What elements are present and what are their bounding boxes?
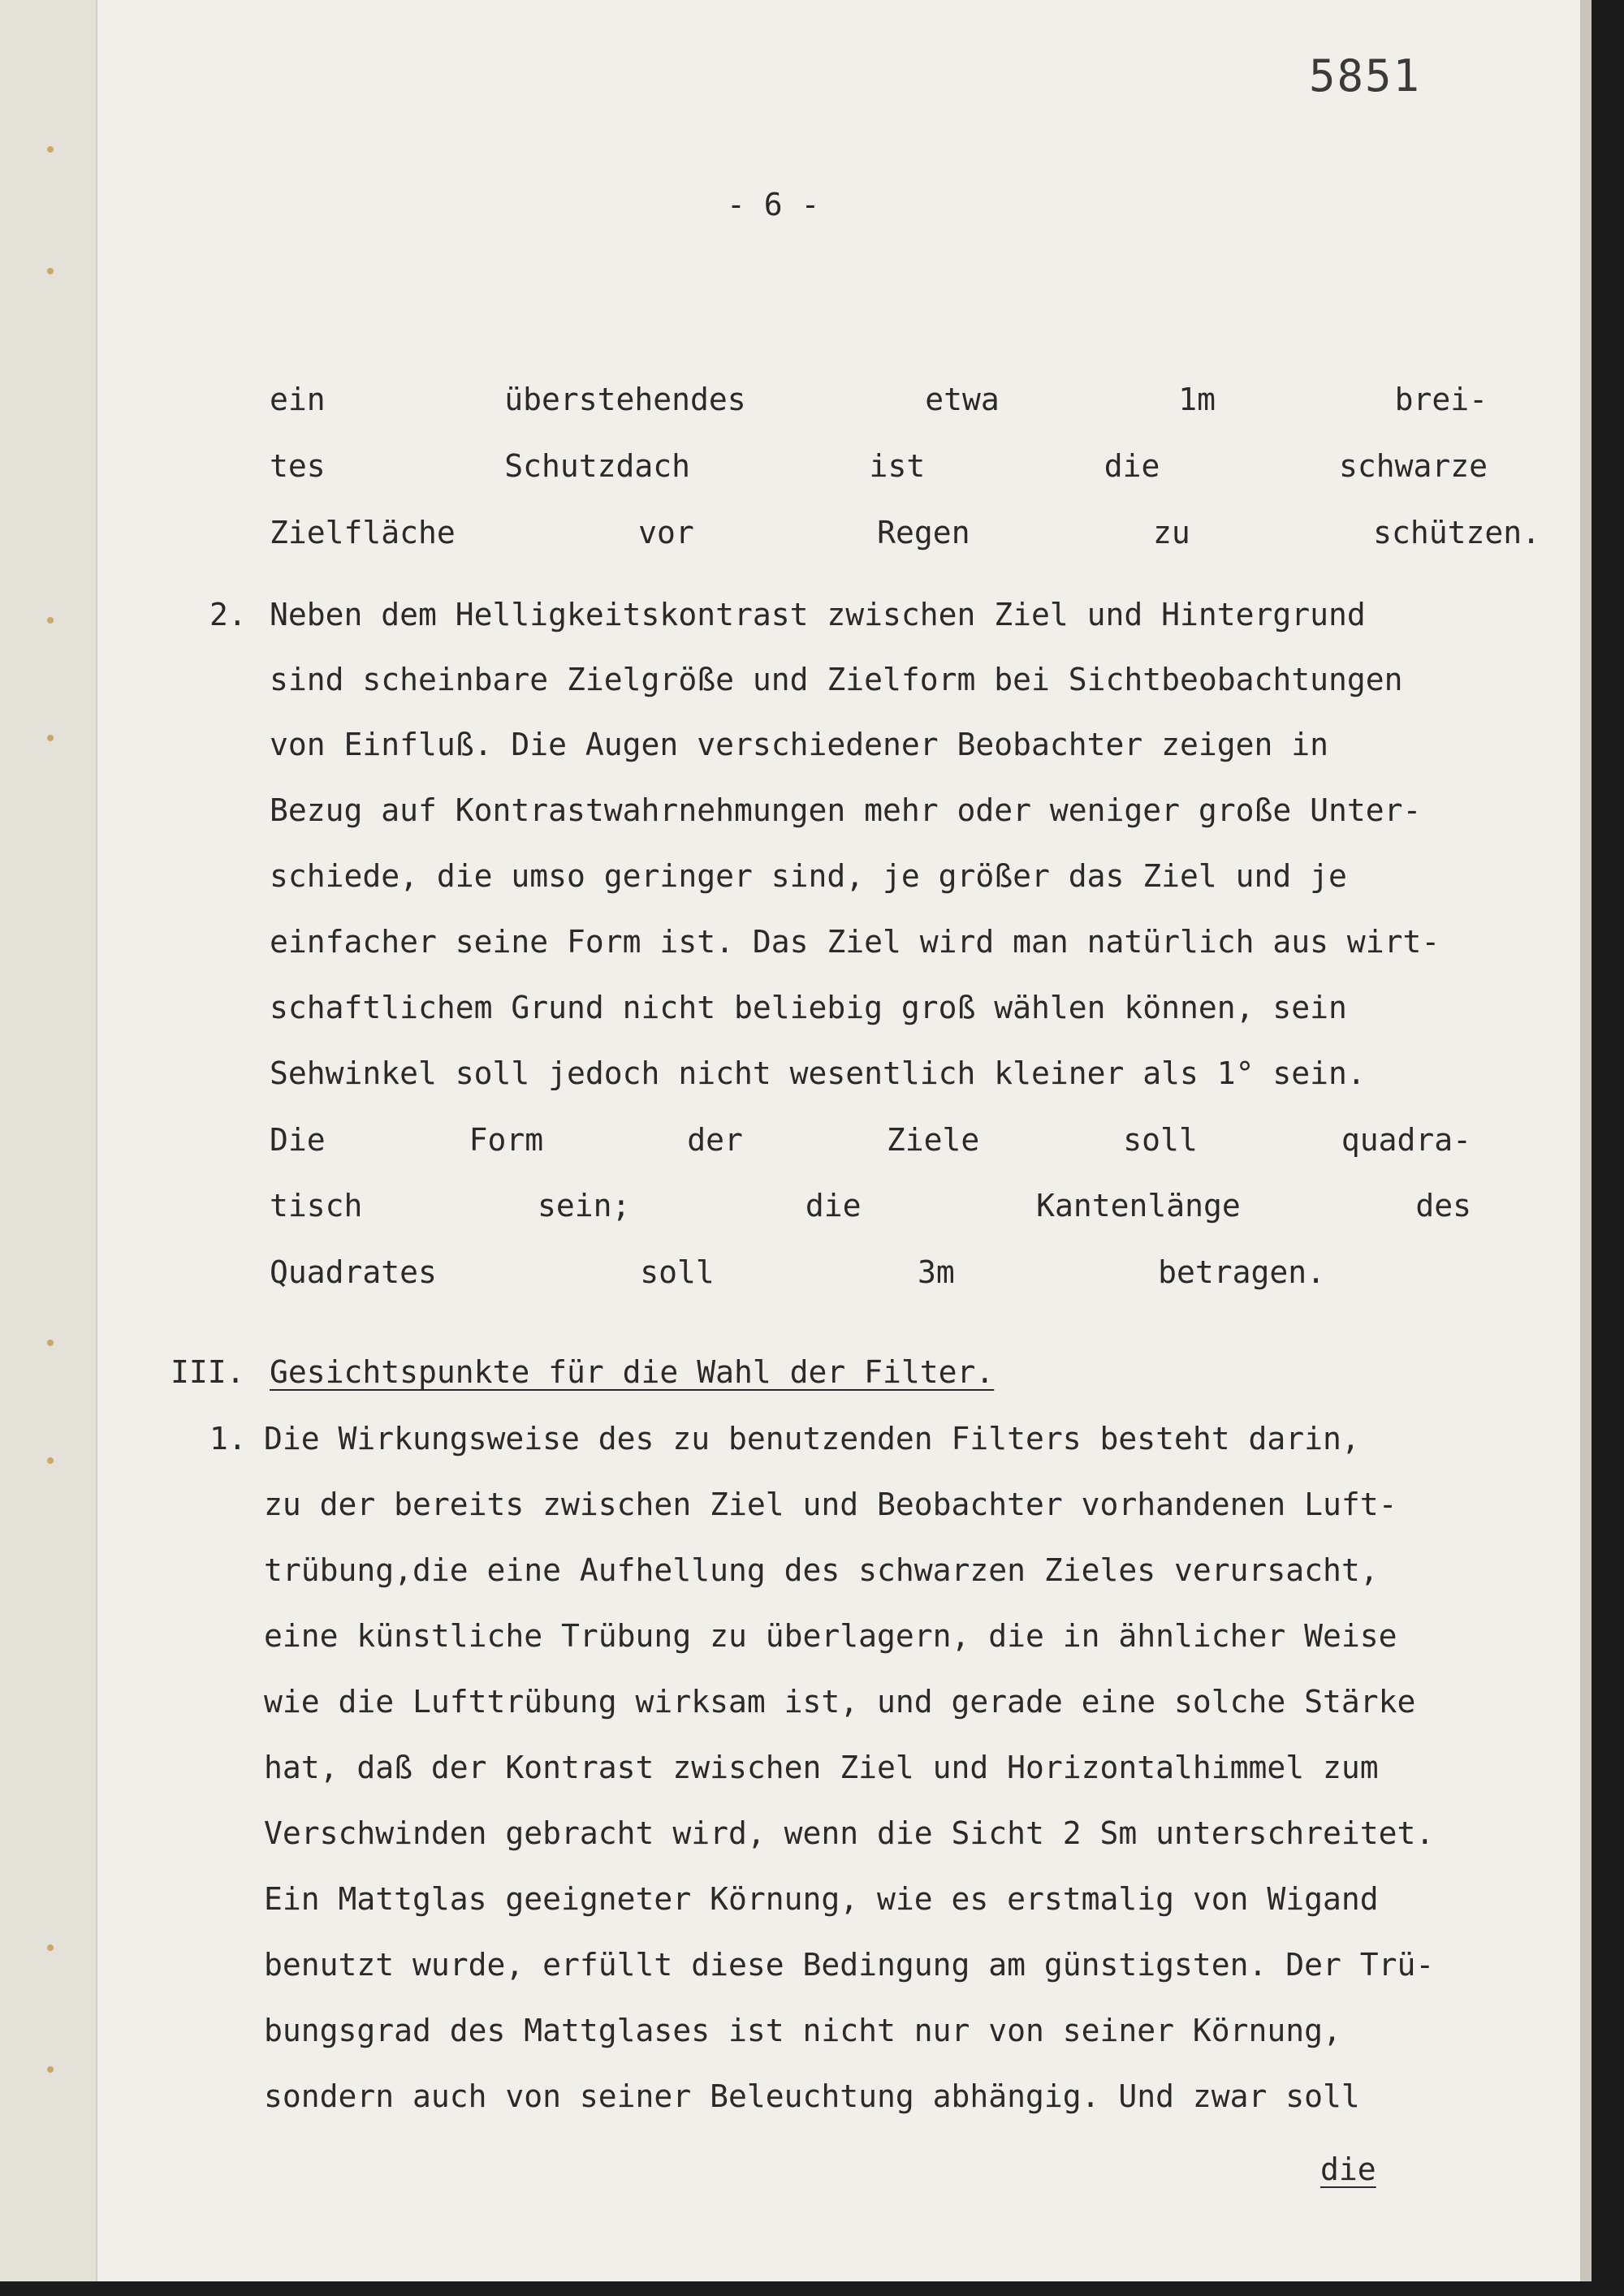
text-line: ein überstehendes etwa 1m brei- bbox=[270, 382, 1488, 417]
margin-mark bbox=[47, 1457, 54, 1464]
scan-border-bottom bbox=[0, 2281, 1624, 2296]
margin-mark bbox=[47, 146, 54, 153]
text-line: Neben dem Helligkeitskontrast zwischen Ziel und Hintergrund bbox=[270, 597, 1366, 632]
text-line: Die Form der Ziele soll quadra- bbox=[270, 1122, 1471, 1158]
scan-border bbox=[1592, 0, 1624, 2296]
margin-mark bbox=[47, 1944, 54, 1951]
text-line: Die Wirkungsweise des zu benutzenden Filters besteht darin, bbox=[264, 1421, 1360, 1457]
text-line: benutzt wurde, erfüllt diese Bedingung am günstigsten. Der Trü- bbox=[264, 1947, 1435, 1983]
text-line: Ein Mattglas geeigneter Körnung, wie es erstmalig von Wigand bbox=[264, 1881, 1379, 1917]
section-number: III. bbox=[171, 1354, 245, 1390]
margin-mark bbox=[47, 1340, 54, 1346]
margin-mark bbox=[47, 2066, 54, 2073]
page-number: - 6 - bbox=[727, 187, 820, 222]
list-number: 1. bbox=[209, 1421, 247, 1457]
text-line: von Einfluß. Die Augen verschiedener Beobachter zeigen in bbox=[270, 727, 1329, 762]
text-line: zu der bereits zwischen Ziel und Beobachter vorhandenen Luft- bbox=[264, 1487, 1397, 1522]
text-line: bungsgrad des Mattglases ist nicht nur von seiner Körnung, bbox=[264, 2013, 1341, 2048]
page-edge bbox=[1580, 0, 1592, 2296]
catchword: die bbox=[1320, 2151, 1376, 2187]
text-line: tes Schutzdach ist die schwarze bbox=[270, 448, 1488, 484]
text-line: sind scheinbare Zielgröße und Zielform bei Sichtbeobachtungen bbox=[270, 662, 1403, 697]
text-line: wie die Lufttrübung wirksam ist, und gerade eine solche Stärke bbox=[264, 1684, 1416, 1720]
margin-mark bbox=[47, 268, 54, 274]
text-line: schiede, die umso geringer sind, je größer das Ziel und je bbox=[270, 858, 1347, 894]
text-line: Sehwinkel soll jedoch nicht wesentlich kleiner als 1° sein. bbox=[270, 1055, 1366, 1091]
text-line: Zielfläche vor Regen zu schützen. bbox=[270, 515, 1540, 550]
archive-number: 5851 bbox=[1309, 50, 1422, 101]
text-line: schaftlichem Grund nicht beliebig groß wählen können, sein bbox=[270, 990, 1347, 1025]
text-line: hat, daß der Kontrast zwischen Ziel und Horizontalhimmel zum bbox=[264, 1750, 1379, 1785]
text-line: sondern auch von seiner Beleuchtung abhängig. Und zwar soll bbox=[264, 2078, 1360, 2114]
text-line: einfacher seine Form ist. Das Ziel wird man natürlich aus wirt- bbox=[270, 924, 1440, 960]
text-line: trübung,die eine Aufhellung des schwarzen Zieles verursacht, bbox=[264, 1552, 1379, 1588]
text-line: Bezug auf Kontrastwahrnehmungen mehr oder weniger große Unter- bbox=[270, 792, 1422, 828]
left-binding-margin bbox=[0, 0, 97, 2296]
text-line: Verschwinden gebracht wird, wenn die Sicht 2 Sm unterschreitet. bbox=[264, 1815, 1435, 1851]
text-line: tisch sein; die Kantenlänge des bbox=[270, 1188, 1471, 1224]
section-heading: Gesichtspunkte für die Wahl der Filter. bbox=[270, 1354, 995, 1390]
text-line: Quadrates soll 3m betragen. bbox=[270, 1254, 1325, 1290]
margin-mark bbox=[47, 735, 54, 741]
list-number: 2. bbox=[209, 597, 247, 632]
text-line: eine künstliche Trübung zu überlagern, die in ähnlicher Weise bbox=[264, 1618, 1397, 1654]
margin-mark bbox=[47, 617, 54, 624]
